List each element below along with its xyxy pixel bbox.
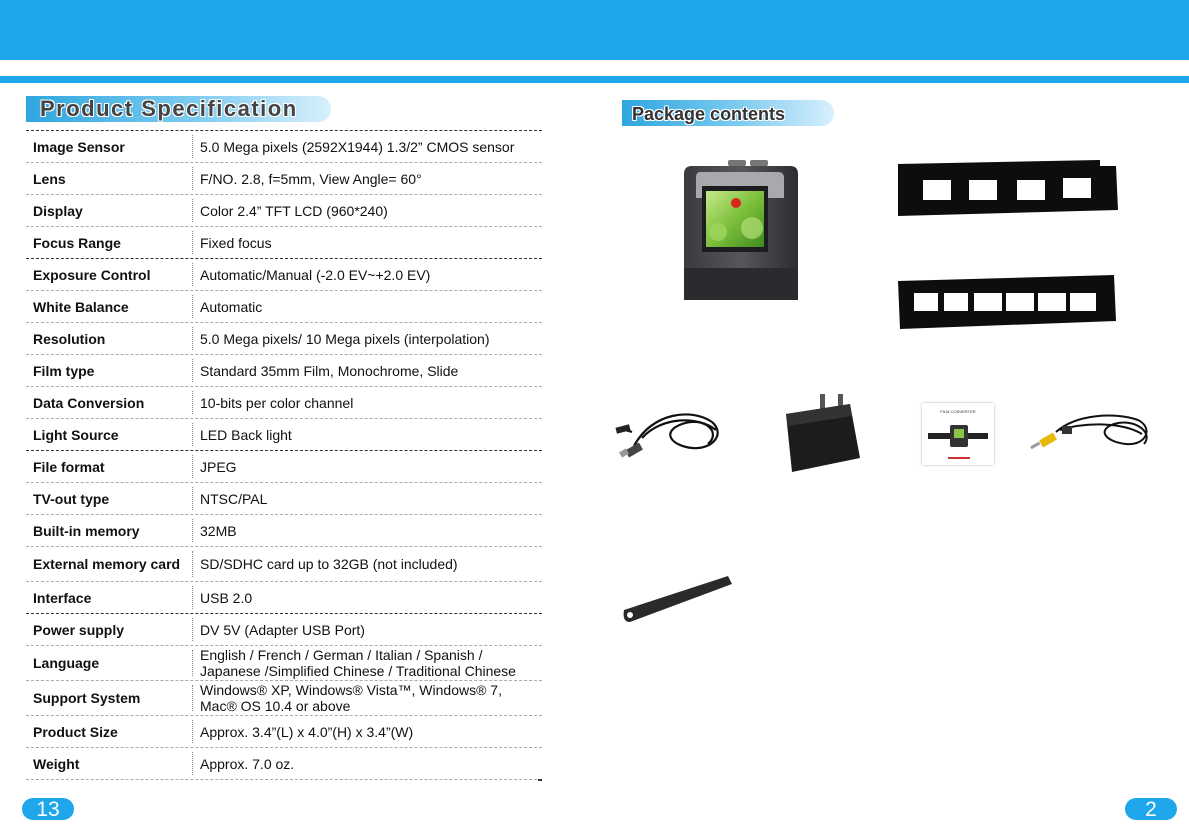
spec-row-light-source <box>26 419 542 451</box>
package-section-header <box>622 100 834 126</box>
column-divider <box>192 327 193 350</box>
spec-value: USB 2.0 <box>200 589 253 606</box>
spec-label: Resolution <box>33 330 106 347</box>
spec-row-display <box>26 195 542 227</box>
page-number-left: 13 <box>22 798 74 820</box>
slide-film-holder-image <box>894 273 1120 331</box>
spec-value: 5.0 Mega pixels (2592X1944) 1.3/2” CMOS sensor <box>200 138 515 155</box>
spec-table <box>26 130 542 780</box>
spec-row-weight <box>26 748 542 780</box>
column-divider <box>192 650 193 676</box>
spec-label: Weight <box>33 755 80 772</box>
manual-brand-mark <box>948 457 970 459</box>
spec-label: Support System <box>33 690 141 706</box>
column-divider <box>192 231 193 254</box>
column-divider <box>192 720 193 743</box>
column-divider <box>192 685 193 711</box>
package-title: Package contents <box>632 104 786 124</box>
spec-label: Interface <box>33 589 92 606</box>
spec-value: Standard 35mm Film, Monochrome, Slide <box>200 362 459 379</box>
ac-adapter-image <box>778 392 864 476</box>
spec-row-white-balance <box>26 291 542 323</box>
spec-label: Film type <box>33 362 95 379</box>
column-divider <box>192 551 193 577</box>
spec-value: JPEG <box>200 458 237 475</box>
spec-value: SD/SDHC card up to 32GB (not included) <box>200 556 458 572</box>
column-divider <box>192 359 193 382</box>
spec-value: Automatic <box>200 298 263 315</box>
spec-row-lens <box>26 163 542 195</box>
spec-label: Image Sensor <box>33 138 125 155</box>
spec-row-file-format <box>26 451 542 483</box>
cleaning-brush-image <box>620 570 736 626</box>
spec-label: Exposure Control <box>33 266 151 283</box>
spec-title: Product Specification <box>40 96 298 121</box>
spec-label: Built-in memory <box>33 522 140 539</box>
spec-label: Data Conversion <box>33 394 145 411</box>
table-end-mark <box>538 779 542 781</box>
column-divider <box>192 586 193 609</box>
spec-label: Lens <box>33 170 66 187</box>
column-divider <box>192 752 193 775</box>
spec-value: NTSC/PAL <box>200 490 268 507</box>
negative-film-holder-image <box>894 158 1120 218</box>
column-divider <box>192 295 193 318</box>
spec-label: Focus Range <box>33 234 121 251</box>
spec-row-film-type <box>26 355 542 387</box>
column-divider <box>192 423 193 446</box>
spec-value: F/NO. 2.8, f=5mm, View Angle= 60° <box>200 170 422 187</box>
spec-value: Approx. 7.0 oz. <box>200 755 295 772</box>
column-divider <box>192 167 193 190</box>
spec-label: White Balance <box>33 298 129 315</box>
column-divider <box>192 519 193 542</box>
spec-label: External memory card <box>33 556 181 572</box>
spec-row-exposure-control <box>26 259 542 291</box>
spec-row-external-memory <box>26 547 542 582</box>
spec-label: Language <box>33 655 100 671</box>
column-divider <box>192 199 193 222</box>
spec-value: Color 2.4” TFT LCD (960*240) <box>200 202 388 219</box>
tv-out-cable-image <box>1026 410 1158 458</box>
usb-cable-image <box>612 402 730 462</box>
spec-row-built-in-memory <box>26 515 542 547</box>
spec-row-product-size <box>26 716 542 748</box>
manual-cover-illustration <box>926 423 990 451</box>
spec-section-header <box>26 96 331 122</box>
spec-row-support-system <box>26 681 542 716</box>
spec-value: 32MB <box>200 522 237 539</box>
top-rule <box>0 76 1189 83</box>
column-divider <box>192 618 193 641</box>
spec-row-resolution <box>26 323 542 355</box>
user-manual-image <box>922 403 994 465</box>
spec-row-language <box>26 646 542 681</box>
page-number-right: 2 <box>1125 798 1177 820</box>
spec-row-data-conversion <box>26 387 542 419</box>
top-banner <box>0 0 1189 60</box>
spec-label: Power supply <box>33 621 125 638</box>
spec-row-image-sensor <box>26 131 542 163</box>
spec-row-interface <box>26 582 542 614</box>
spec-label: Product Size <box>33 723 118 740</box>
spec-value: Fixed focus <box>200 234 272 251</box>
spec-value: DV 5V (Adapter USB Port) <box>200 621 365 638</box>
manual-cover-title: FILM CONVERTER <box>940 409 976 414</box>
spec-value: 10-bits per color channel <box>200 394 354 411</box>
column-divider <box>192 263 193 286</box>
column-divider <box>192 455 193 478</box>
column-divider <box>192 487 193 510</box>
spec-value: Approx. 3.4”(L) x 4.0”(H) x 3.4”(W) <box>200 723 414 740</box>
spec-row-focus-range <box>26 227 542 259</box>
spec-row-power-supply <box>26 614 542 646</box>
film-converter-device-image <box>680 158 802 303</box>
spec-label: Light Source <box>33 426 119 443</box>
column-divider <box>192 135 193 158</box>
spec-value: LED Back light <box>200 426 292 443</box>
spec-value: English / French / German / Italian / Spanish / Japanese /Simplified Chinese / Traditional Chinese <box>200 647 516 679</box>
spec-value: 5.0 Mega pixels/ 10 Mega pixels (interpolation) <box>200 330 490 347</box>
spec-label: TV-out type <box>33 490 110 507</box>
spec-value: Automatic/Manual (-2.0 EV~+2.0 EV) <box>200 266 431 283</box>
column-divider <box>192 391 193 414</box>
spec-label: Display <box>33 202 83 219</box>
spec-value: Windows® XP, Windows® Vista™, Windows® 7, Mac® OS 10.4 or above <box>200 682 502 714</box>
spec-label: File format <box>33 458 105 475</box>
spec-row-tv-out-type <box>26 483 542 515</box>
